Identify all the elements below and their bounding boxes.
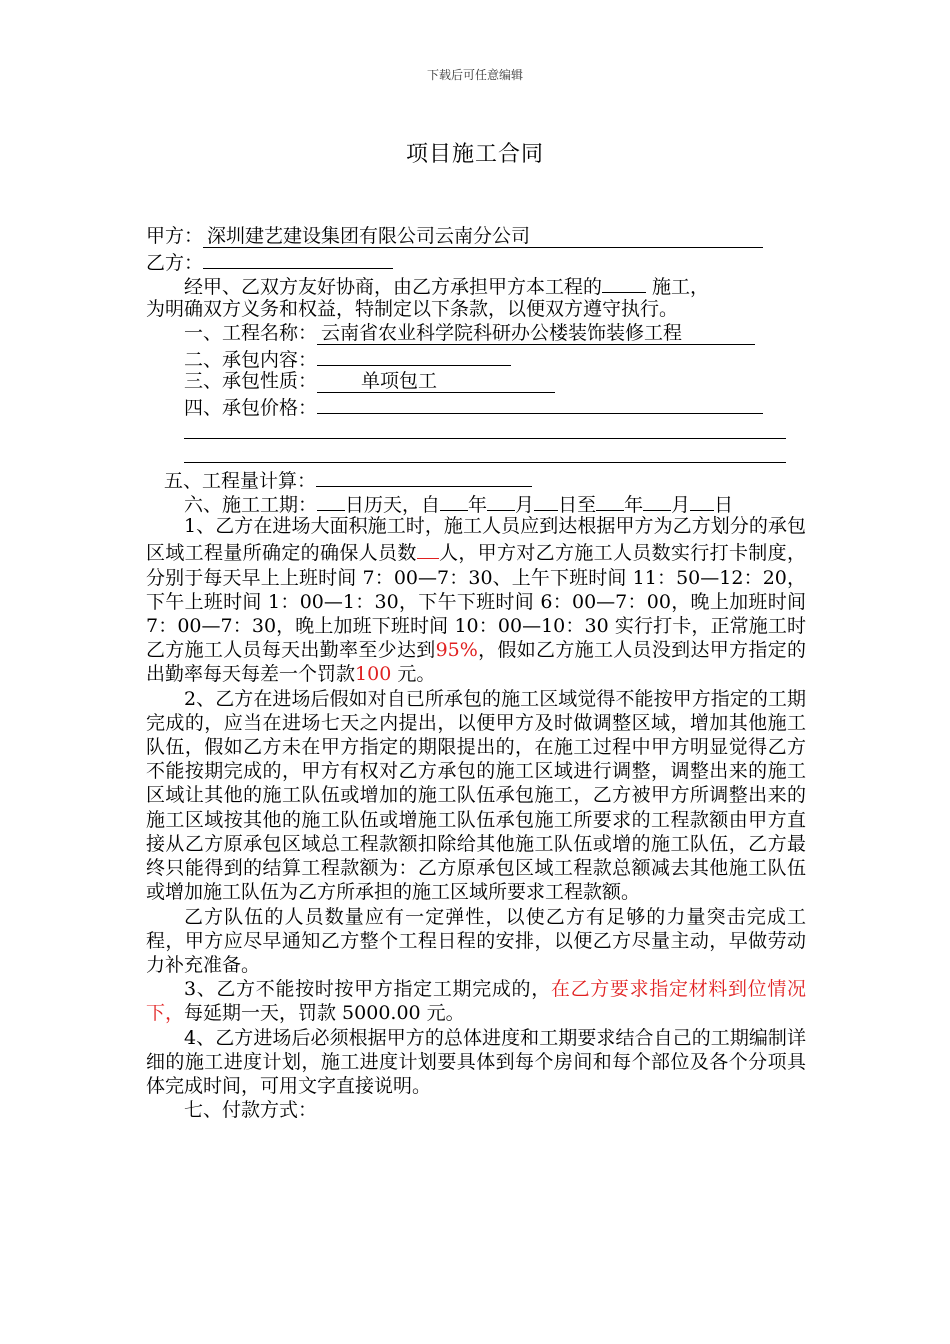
end-month-blank[interactable]: [643, 490, 671, 511]
clause-2b: 乙方队伍的人员数量应有一定弹性，以使乙方有足够的力量突击完成工程，甲方应尽早通知乙方整个工程日程的安排，以便乙方尽量主动，早做劳动力补充准备。: [146, 905, 806, 976]
period-text: 日至: [558, 494, 597, 517]
clause-3-text-b: 每延期一天，罚款 5000.00 元。: [184, 1002, 465, 1025]
contract-price-field-3[interactable]: [184, 442, 786, 463]
document-title: 项目施工合同: [405, 142, 544, 167]
contract-price-field[interactable]: [317, 393, 763, 414]
attendance-rate: 95%: [435, 639, 478, 662]
clause-1: [146, 514, 806, 686]
payment-label: 七、付款方式：: [184, 1099, 318, 1122]
start-year-blank[interactable]: [440, 490, 468, 511]
period-text: 年: [624, 494, 644, 517]
intro-line-2: 为明确双方义务和权益，特制定以下条款，以便双方遵守执行。: [146, 297, 679, 320]
contract-nature-value: 单项包工: [361, 370, 438, 393]
party-a-label: 甲方：: [146, 225, 204, 247]
payment-line: [146, 1098, 806, 1122]
project-name-label: 一、工程名称：: [184, 321, 318, 344]
end-day-blank[interactable]: [690, 490, 714, 511]
project-name-field[interactable]: [317, 323, 755, 345]
staff-count-blank[interactable]: [417, 538, 439, 559]
project-name-line: [146, 321, 806, 345]
contract-price-line: [146, 393, 806, 420]
party-a-line: [146, 224, 806, 248]
quantity-field[interactable]: [316, 466, 532, 487]
start-month-blank[interactable]: [487, 490, 515, 511]
fine-amount: 100: [355, 663, 392, 686]
project-name-value: 云南省农业科学院科研办公楼装饰装修工程: [321, 321, 683, 344]
contract-body: [146, 224, 806, 1122]
period-text: 日: [714, 494, 734, 517]
contract-price-field-2[interactable]: [184, 418, 786, 439]
contract-nature-field[interactable]: [317, 371, 555, 393]
contract-content-label: 二、承包内容：: [184, 348, 318, 371]
clause-3: [146, 977, 806, 1025]
period-text: 年: [468, 494, 488, 517]
clause-1-text-d: 元。: [391, 663, 436, 686]
party-a-field[interactable]: [203, 226, 763, 248]
contract-content-line: [146, 345, 806, 369]
start-day-blank[interactable]: [534, 490, 558, 511]
quantity-label: 五、工程量计算：: [164, 469, 317, 492]
clause-3-text-a: 3、乙方不能按时按甲方指定工期完成的，: [184, 978, 551, 1001]
header-note: 下载后可任意编辑: [426, 68, 523, 82]
quantity-line: [146, 466, 806, 490]
work-type-blank[interactable]: [602, 272, 646, 293]
period-text: 月: [515, 494, 535, 517]
party-a-value: 深圳建艺建设集团有限公司云南分公司: [207, 225, 531, 247]
party-b-line: [146, 248, 806, 275]
clause-2: 2、乙方在进场后假如对自已所承包的施工区域觉得不能按甲方指定的工期完成的，应当在进场七天之内提出，以便甲方及时做调整区域，增加其他施工队伍，假如乙方未在甲方指定的期限提出的，在施工过程中甲方明显觉得乙方不能按期完成的，甲方有权对乙方承包的施工区域进行调整，调整出来的施工区域让其他的施工队伍或增加的施工队伍承包施工，乙方被甲方所调整出来的施工区域按其他的施工队伍或增施工队伍承包施工所要求的工程款额由甲方直接从乙方原承包区域总工程款额扣除给其他施工队伍或增的施工队伍，乙方最终只能得到的结算工程款额为：乙方原承包区域工程款总额减去其他施工队伍或增加施工队伍为乙方所承担的施工区域所要求工程款额。: [146, 687, 806, 904]
period-label: 六、施工工期：: [184, 494, 318, 517]
period-text: 日历天，自: [345, 494, 441, 517]
clause-1-text-a: 1、乙方在进场大面积施工时，施工人员应到达根据甲方为乙方划分的承包区域工程量所确定的确保人员数: [146, 515, 806, 565]
clause-1-text-b: 人，甲方对乙方施工人员数实行打卡制度，分别于每天早上上班时间 7：00—7：30、上午下班时间 11：50—12：20，下午上班时间 1：00—1：30，下午下班时间 6：00—7：00，晚上加班时间 7：00—7：30，晚上加班下班时间 10：00—10：30 实行打卡，正常施工时乙方施工人员每天出勤率至少达到: [146, 542, 806, 662]
contract-price-label: 四、承包价格：: [184, 397, 318, 420]
contract-price-line-2: [146, 418, 806, 442]
intro-text-1b: 施工，: [646, 276, 710, 299]
period-line: [146, 490, 806, 517]
period-text: 月: [671, 494, 691, 517]
clause-4: 4、乙方进场后必须根据甲方的总体进度和工期要求结合自己的工期编制详细的施工进度计划，施工进度计划要具体到每个房间和每个部位及各个分项具体完成时间，可用文字直接说明。: [146, 1026, 806, 1097]
clause-1-text-c: ，假如乙方施工人员没到达甲方指定的出勤率每天每差一个罚款: [146, 639, 806, 686]
period-days-blank[interactable]: [317, 490, 345, 511]
contract-nature-label: 三、承包性质：: [184, 370, 318, 393]
contract-content-field[interactable]: [317, 345, 511, 366]
party-b-field[interactable]: [203, 248, 393, 269]
party-b-label: 乙方：: [146, 252, 204, 275]
end-year-blank[interactable]: [596, 490, 624, 511]
intro-text-1: 经甲、乙双方友好协商，由乙方承担甲方本工程的: [184, 276, 603, 299]
contract-price-line-3: [146, 442, 806, 466]
intro-line-1: [146, 272, 806, 299]
contract-nature-line: [146, 369, 806, 393]
clause-3-highlight: 在乙方要求指定材料到位情况下，: [146, 978, 806, 1025]
